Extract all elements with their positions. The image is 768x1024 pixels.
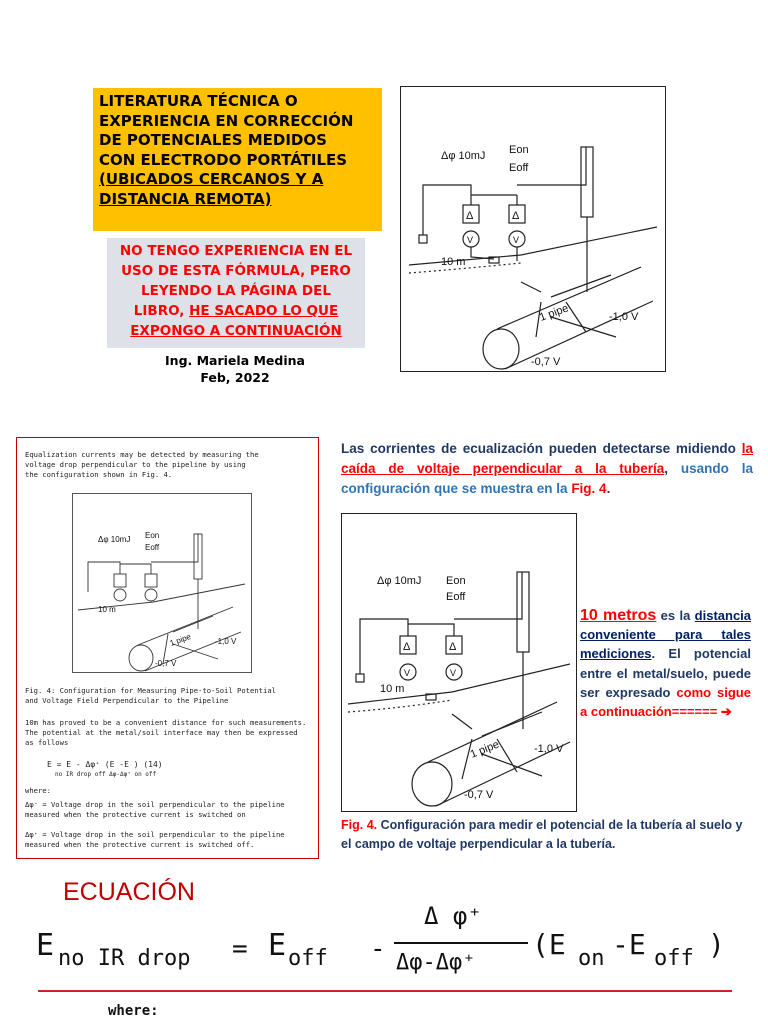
electrode — [419, 235, 427, 243]
delta-symbol: Δ — [403, 641, 411, 653]
title-line: EXPERIENCIA EN CORRECCIÓN — [99, 111, 354, 130]
eq-numerator: Δ φ⁺ — [424, 902, 482, 930]
author-name: Ing. Mariela Medina — [165, 353, 305, 368]
pipeline-diagram — [401, 87, 665, 371]
wire — [423, 185, 471, 235]
note-text: HE SACADO LO QUE — [189, 303, 339, 319]
doc-eoff: Eoff — [145, 543, 160, 552]
e-off-label: Eoff — [509, 162, 529, 174]
pipe-end — [483, 329, 519, 369]
par-text: , — [664, 461, 668, 476]
side-underlined: distancia conveniente para tales mediciones — [580, 608, 752, 662]
author-block — [110, 352, 360, 386]
doc-v2: -0,7 V — [155, 659, 177, 668]
doc-diagram — [73, 494, 251, 672]
title-line: CON ELECTRODO PORTÁTILES — [99, 150, 348, 169]
doc-def1: Δφ⁻ = Voltage drop in the soil perpendicular to the pipeline measured when the protective current is switched on — [25, 800, 285, 819]
divider-line — [38, 990, 732, 992]
note-line: USO DE ESTA FÓRMULA, PERO — [121, 263, 351, 279]
voltage-label: -0,7 V — [464, 789, 494, 801]
scanned-document — [16, 437, 319, 859]
title-line: DE POTENCIALES MEDIDOS — [99, 131, 327, 149]
v-symbol: V — [513, 235, 520, 245]
doc-intro: Equalization currents may be detected by measuring the voltage drop perpendicular to the pipeline by using the configuration shown in Fig. 4. — [25, 450, 259, 479]
note-line: NO TENGO EXPERIENCIA EN EL — [119, 243, 353, 259]
e-off-label: Eoff — [446, 591, 466, 603]
voltage-label: -1,0 V — [534, 743, 564, 755]
equation — [32, 896, 742, 986]
v-symbol: V — [404, 668, 411, 678]
par-text: usando la configuración que se muestra en la — [341, 461, 753, 496]
doc-equation: E = E - Δφ⁺ (E -E ) (14) — [47, 760, 163, 769]
note-line: LEYENDO LA PÁGINA DEL — [141, 283, 331, 299]
caption-text: Configuración para medir el potencial de la tubería al suelo y el campo de voltaje perpendicular a la tubería. — [341, 818, 743, 851]
voltage-label: -0,7 V — [531, 356, 561, 368]
par-highlight: la caída de voltaje perpendicular a la tubería — [341, 441, 753, 476]
pipeline-diagram-main — [342, 514, 576, 811]
side-text: es la — [656, 608, 695, 623]
probe — [581, 147, 593, 217]
title-line: DISTANCIA REMOTA) — [99, 189, 272, 208]
note-text: LIBRO, — [133, 303, 190, 319]
pipe-label: 1 pipe — [537, 302, 571, 324]
eq-minus: - — [370, 934, 386, 964]
par-text: Las corrientes de ecualización pueden detectarse midiendo — [341, 441, 742, 456]
delta-label: Δφ 10mJ — [377, 575, 422, 587]
side-highlight: 10 metros — [580, 607, 657, 624]
fraction-bar — [394, 942, 528, 944]
eq-E: E — [36, 928, 55, 963]
eq-E: E — [268, 928, 287, 963]
caption-ref: Fig. 4. — [341, 818, 378, 832]
doc-pipe: 1 pipe — [168, 631, 193, 648]
eq-equals: = — [232, 934, 248, 964]
note-line: EXPONGO A CONTINUACIÓN — [130, 323, 342, 339]
v-symbol: V — [450, 668, 457, 678]
voltage-label: -1,0 V — [609, 311, 639, 323]
eq-paren: (E — [532, 928, 566, 961]
eq-sub: no IR drop — [58, 946, 191, 971]
doc-fig-caption: Fig. 4: Configuration for Measuring Pipe-to-Soil Potential and Voltage Field Perpendicular to the Pipeline — [25, 686, 276, 705]
title-line: LITERATURA TÉCNICA O — [99, 92, 298, 110]
doc-dist: 10 m — [98, 605, 116, 614]
delta-label: Δφ 10mJ — [441, 150, 486, 162]
doc-where: where: — [25, 786, 51, 795]
e-on-label: Eon — [446, 575, 466, 587]
eq-sub: on — [578, 946, 605, 971]
e-on-label: Eon — [509, 144, 529, 156]
pipe-label: 1 pipe — [468, 738, 501, 761]
dist-label: 10 m — [441, 256, 466, 268]
side-text: . El potencial entre el metal/suelo, puede ser expresado — [580, 646, 751, 700]
doc-def2: Δφ⁺ = Voltage drop in the soil perpendicular to the pipeline measured when the protective current is switched off. — [25, 830, 285, 849]
delta-symbol: Δ — [466, 210, 474, 222]
note-line — [111, 301, 361, 321]
dist-label: 10 m — [380, 683, 405, 695]
right-paragraph — [341, 439, 753, 499]
v-symbol: V — [467, 235, 474, 245]
side-paragraph — [580, 606, 751, 721]
fig-ref: Fig. 4 — [571, 481, 607, 496]
eq-denominator: Δφ-Δφ⁺ — [396, 950, 476, 975]
doc-figure — [72, 493, 252, 673]
where-label: where: — [108, 1003, 159, 1019]
side-red: como sigue a continuación====== ➔ — [580, 684, 751, 720]
delta-symbol: Δ — [449, 641, 457, 653]
equation-heading: ECUACIÓN — [63, 878, 195, 906]
figure-caption — [341, 816, 751, 854]
figure-top — [400, 86, 666, 372]
doc-v1: -1,0 V — [215, 637, 237, 646]
title-line: (UBICADOS CERCANOS Y A — [99, 170, 324, 188]
title-box — [93, 88, 382, 231]
eq-E: -E — [612, 928, 646, 961]
eq-sub: off — [654, 946, 694, 971]
doc-eon: Eon — [145, 531, 160, 540]
note-box — [107, 238, 365, 348]
eq-sub: off — [288, 946, 328, 971]
author-date: Feb, 2022 — [200, 370, 270, 385]
doc-body: 10m has proved to be a convenient distance for such measurements. The potential at the metal/soil interface may then be expressed as follows — [25, 718, 307, 747]
delta-symbol: Δ — [512, 210, 520, 222]
doc-equation-sub: no IR drop off Δφ-Δφ⁺ on off — [55, 771, 157, 778]
figure-main — [341, 513, 577, 812]
par-text: . — [606, 481, 611, 496]
eq-close: ) — [708, 928, 725, 961]
doc-delta-label: Δφ 10mJ — [98, 535, 131, 544]
